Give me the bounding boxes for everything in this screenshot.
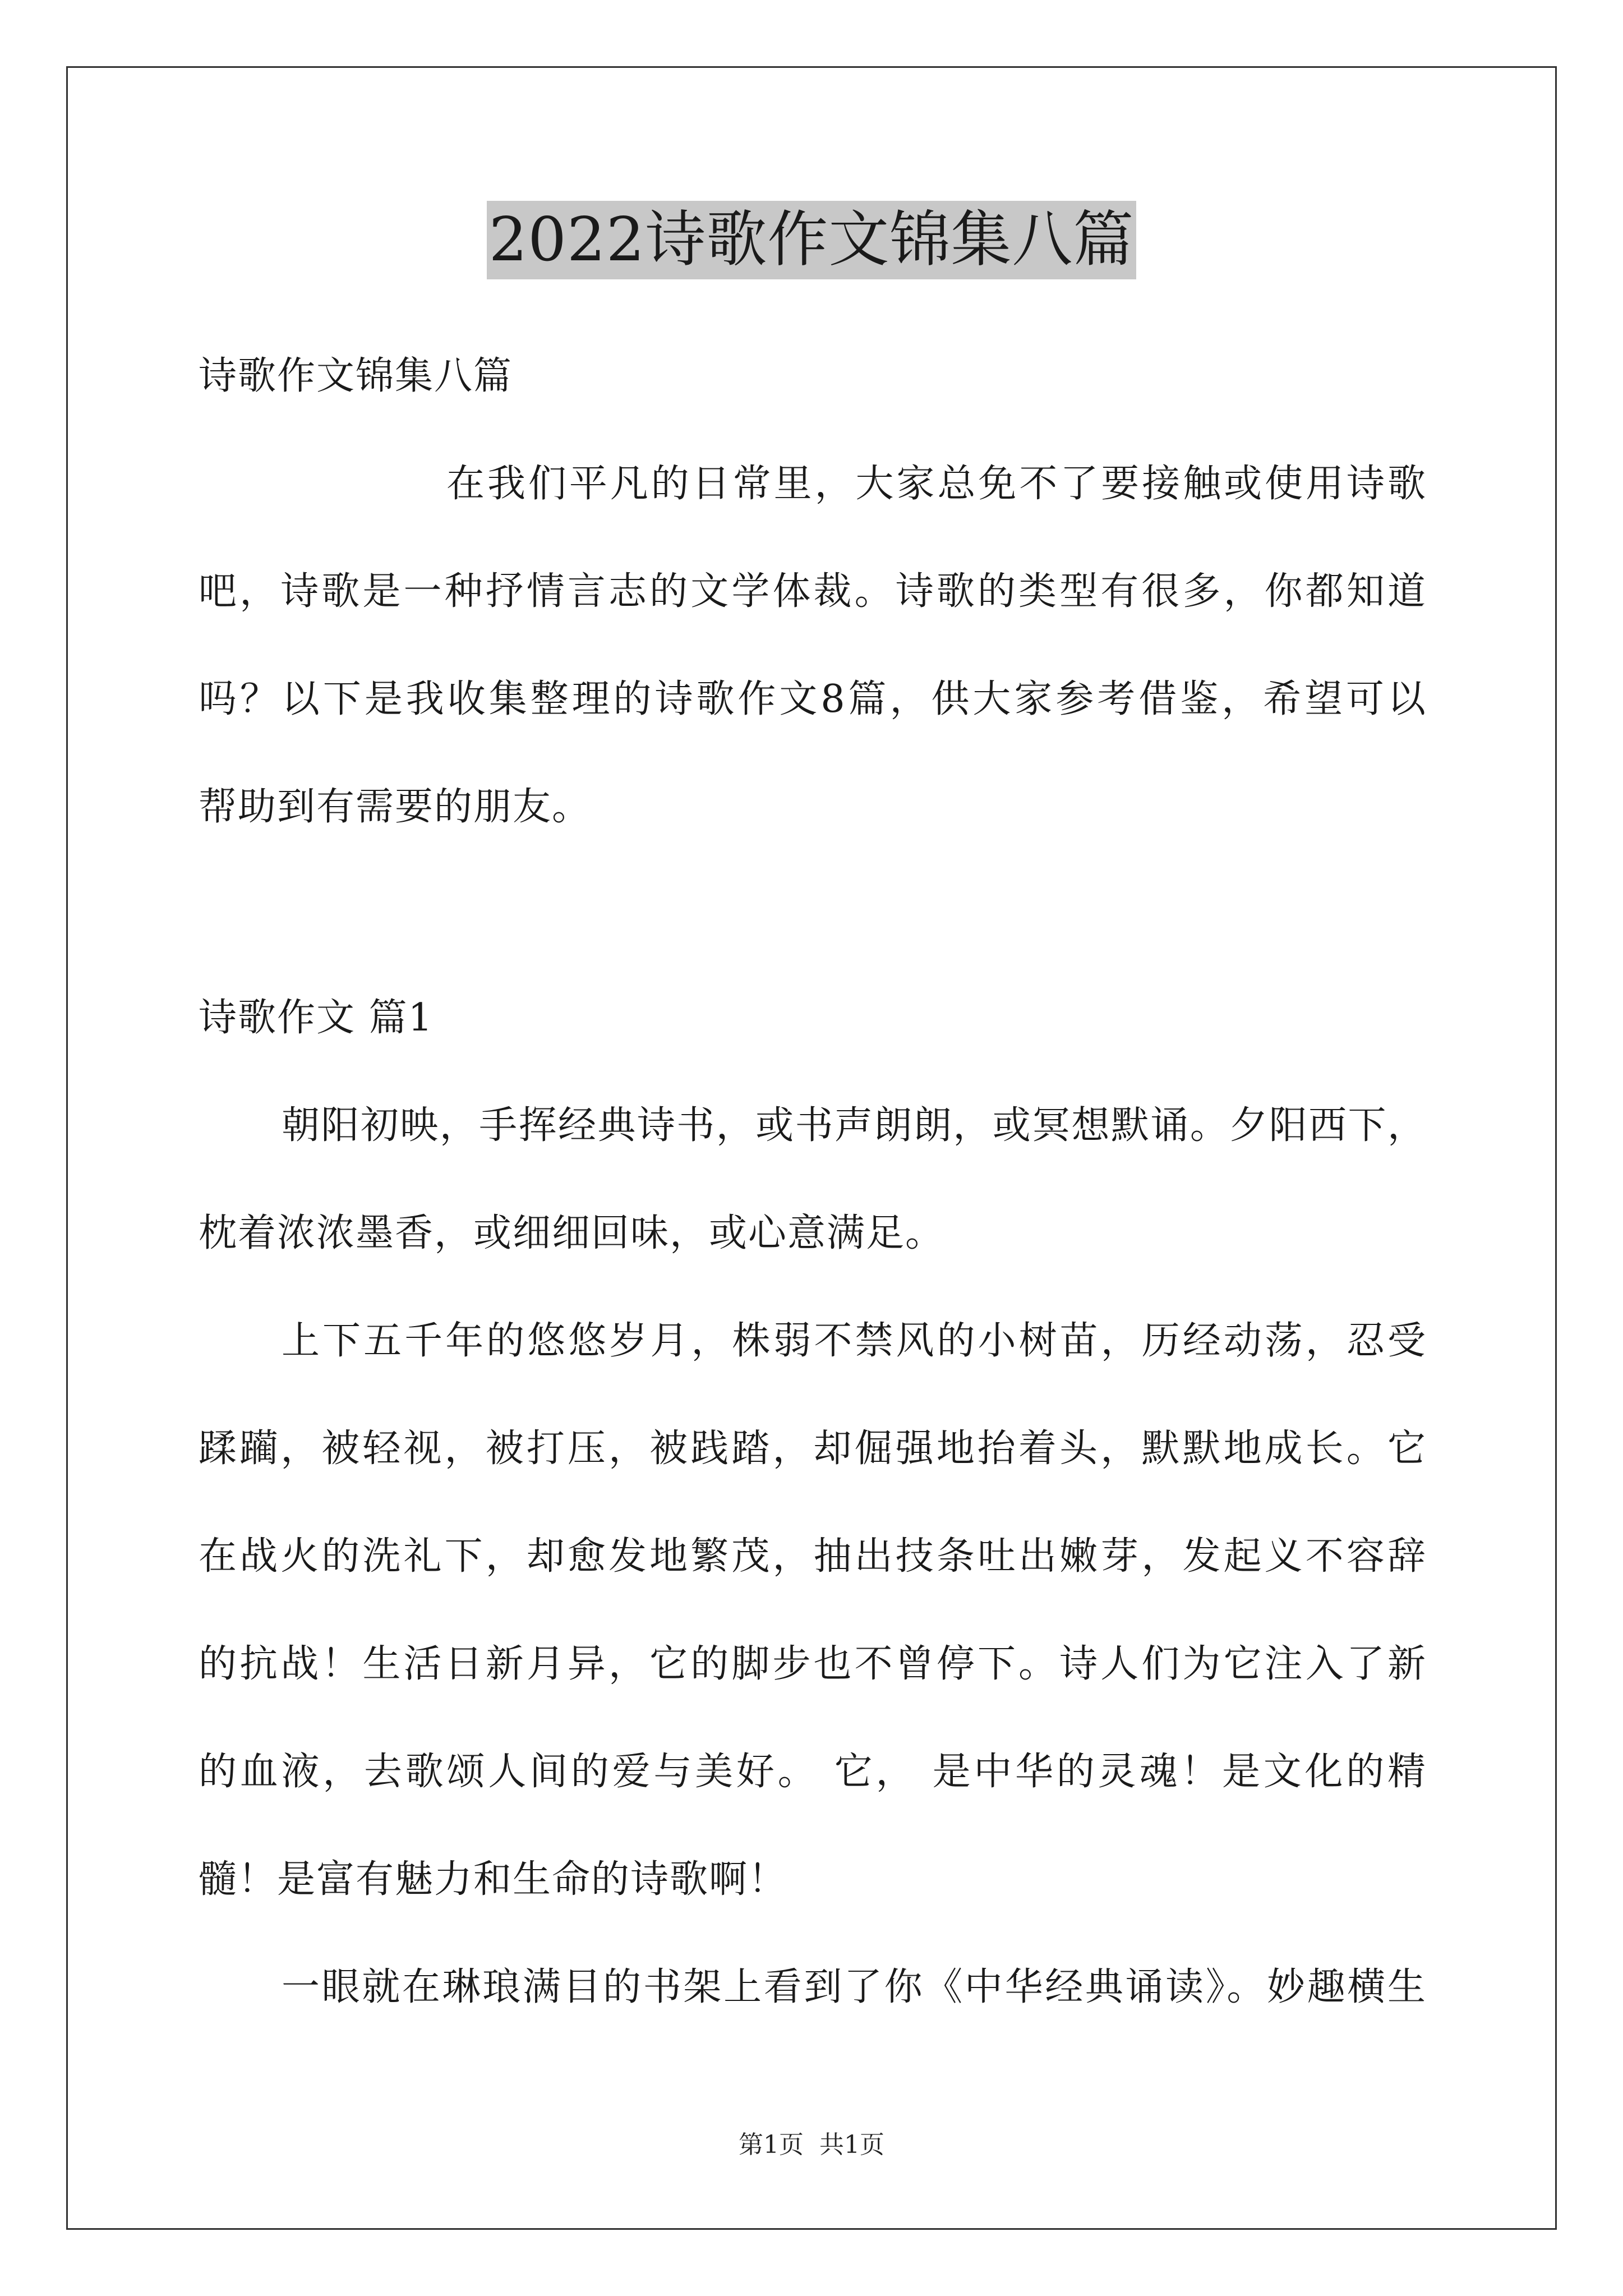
body-line-3: 上下五千年的悠悠岁月，株弱不禁风的小树苗，历经动荡，忍受 bbox=[282, 1319, 1427, 1363]
body-line-6: 的抗战！生活日新月异，它的脚步也不曾停下。诗人们为它注入了新 bbox=[199, 1642, 1427, 1686]
intro-line-1: 在我们平凡的日常里，大家总免不了要接触或使用诗歌 bbox=[446, 462, 1427, 506]
body-line-9: 一眼就在琳琅满目的书架上看到了你《中华经典诵读》。妙趣横生 bbox=[282, 1965, 1427, 2009]
title-container bbox=[0, 201, 1623, 279]
body-line-8: 髓！是富有魅力和生命的诗歌啊！ bbox=[199, 1857, 788, 1902]
intro-line-4: 帮助到有需要的朋友。 bbox=[199, 785, 592, 829]
page-total: 共1页 bbox=[819, 2131, 884, 2159]
page-number: 第1页 bbox=[739, 2131, 804, 2159]
body-line-5: 在战火的洗礼下，却愈发地繁茂，抽出技条吐出嫩芽，发起义不容辞 bbox=[199, 1534, 1427, 1579]
intro-line-3: 吗？以下是我收集整理的诗歌作文8篇，供大家参考借鉴，希望可以 bbox=[199, 677, 1427, 721]
body-line-2: 枕着浓浓墨香，或细细回味，或心意满足。 bbox=[199, 1211, 945, 1255]
document-subtitle: 诗歌作文锦集八篇 bbox=[199, 354, 513, 398]
page-footer bbox=[0, 2128, 1623, 2162]
body-line-7: 的血液，去歌颂人间的爱与美好。 它， 是中华的灵魂！是文化的精 bbox=[199, 1750, 1427, 1794]
intro-line-2: 吧，诗歌是一种抒情言志的文学体裁。诗歌的类型有很多，你都知道 bbox=[199, 569, 1427, 614]
body-line-4: 蹂躏，被轻视，被打压，被践踏，却倔强地抬着头，默默地成长。它 bbox=[199, 1427, 1427, 1471]
section-heading: 诗歌作文 篇1 bbox=[199, 996, 434, 1040]
body-line-1: 朝阳初映，手挥经典诗书，或书声朗朗，或冥想默诵。夕阳西下， bbox=[282, 1103, 1427, 1148]
document-title: 2022诗歌作文锦集八篇 bbox=[487, 201, 1137, 279]
